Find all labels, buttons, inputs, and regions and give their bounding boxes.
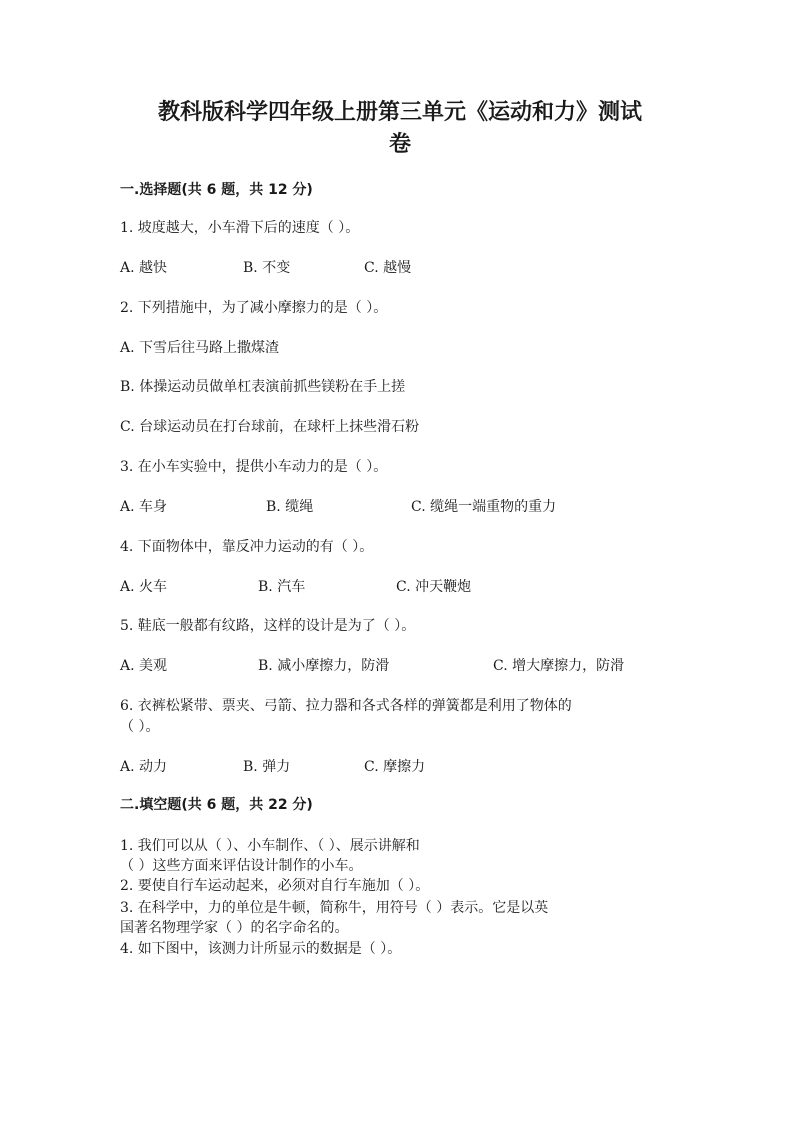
question-2-option-b: B. 体操运动员做单杠表演前抓些镁粉在手上搓	[120, 379, 406, 395]
exam-title-line1: 教科版科学四年级上册第三单元《运动和力》测试	[157, 100, 642, 125]
question-3-option-a: A. 车身	[120, 499, 168, 515]
fill-line: 2. 要使自行车运动起来，必须对自行车施加（ ）。	[120, 878, 430, 894]
fill-line: 4. 如下图中，该测力计所显示的数据是（ ）。	[120, 941, 402, 957]
question-1-option-a: A. 越快	[120, 260, 168, 276]
question-2-option-c: C. 台球运动员在打台球前，在球杆上抹些滑石粉	[120, 419, 420, 435]
section-heading-fill-in: 二.填空题(共 6 题，共 22 分)	[120, 797, 313, 813]
fill-line: 1. 我们可以从（ ）、小车制作、（ ）、展示讲解和	[120, 838, 420, 854]
question-1-option-b: B. 不变	[243, 260, 291, 276]
question-6-option-a: A. 动力	[120, 759, 168, 775]
question-5-stem: 5. 鞋底一般都有纹路，这样的设计是为了（ ）。	[120, 618, 416, 634]
question-6-option-c: C. 摩擦力	[364, 759, 426, 775]
question-4-option-a: A. 火车	[120, 579, 168, 595]
fill-line: 国著名物理学家（ ）的名字命名的。	[120, 920, 349, 936]
question-3-option-c: C. 缆绳一端重物的重力	[411, 499, 557, 515]
question-6-stem-line2: （ ）。	[120, 719, 160, 735]
question-5-option-c: C. 增大摩擦力，防滑	[493, 658, 625, 674]
question-5-option-b: B. 减小摩擦力，防滑	[258, 658, 390, 674]
question-1-option-c: C. 越慢	[364, 260, 412, 276]
fill-line: 3. 在科学中，力的单位是牛顿，简称牛，用符号（ ）表示。它是以英	[120, 900, 549, 916]
question-3-stem: 3. 在小车实验中，提供小车动力的是（ ）。	[120, 459, 388, 475]
question-5-option-a: A. 美观	[120, 658, 168, 674]
fill-line: （ ）这些方面来评估设计制作的小车。	[120, 858, 363, 874]
question-1-stem: 1. 坡度越大，小车滑下后的速度（ ）。	[120, 220, 360, 236]
question-2-stem: 2. 下列措施中，为了减小摩擦力的是（ ）。	[120, 300, 388, 316]
question-4-option-c: C. 冲天鞭炮	[396, 579, 472, 595]
section-heading-multiple-choice: 一.选择题(共 6 题，共 12 分)	[120, 182, 313, 198]
question-4-stem: 4. 下面物体中，靠反冲力运动的有（ ）。	[120, 539, 374, 555]
question-3-option-b: B. 缆绳	[266, 499, 314, 515]
question-2-option-a: A. 下雪后往马路上撒煤渣	[120, 340, 280, 356]
question-4-option-b: B. 汽车	[258, 579, 306, 595]
exam-title-line2: 卷	[388, 132, 411, 157]
question-6-stem-line1: 6. 衣裤松紧带、票夹、弓箭、拉力器和各式各样的弹簧都是利用了物体的	[120, 698, 572, 714]
question-6-option-b: B. 弹力	[243, 759, 291, 775]
